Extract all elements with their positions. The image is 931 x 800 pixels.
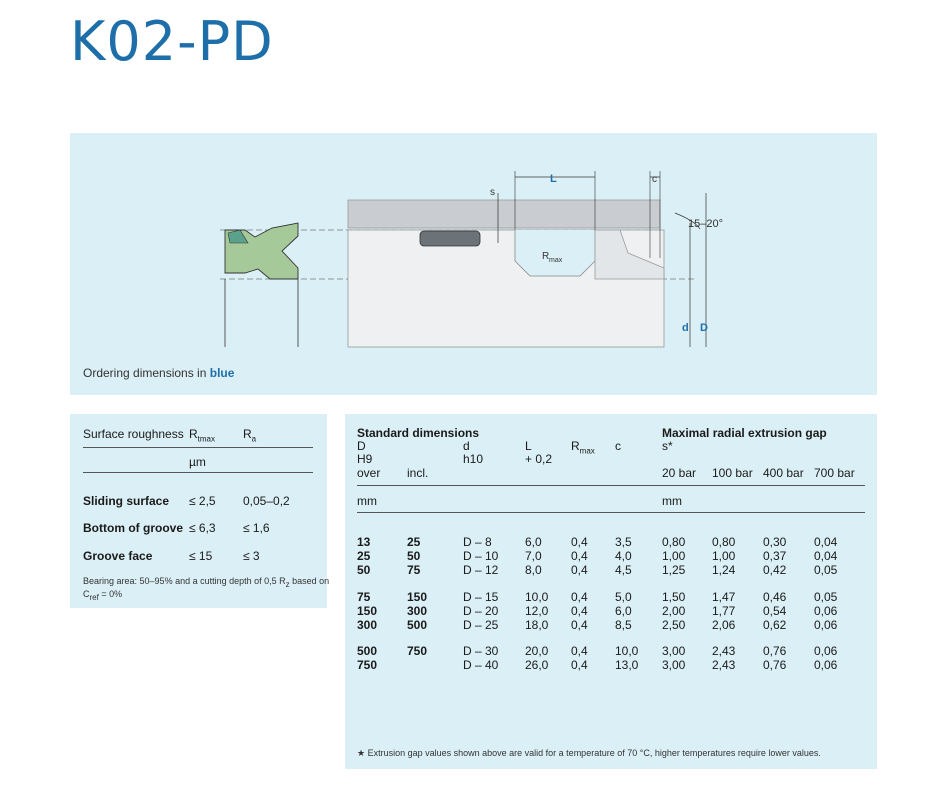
table-cell: 20,0 bbox=[525, 644, 549, 658]
table-cell: 0,37 bbox=[763, 549, 787, 563]
table-cell: 0,46 bbox=[763, 590, 787, 604]
groove bbox=[515, 230, 595, 276]
table-cell: D – 25 bbox=[463, 618, 499, 632]
table-cell: 4,5 bbox=[615, 563, 632, 577]
diagram-panel bbox=[70, 133, 877, 395]
table-cell: 25 bbox=[357, 549, 371, 563]
table-cell: 2,50 bbox=[662, 618, 686, 632]
table-cell: 2,43 bbox=[712, 644, 736, 658]
ordering-caption: Ordering dimensions in blue bbox=[83, 366, 235, 380]
table-cell: 2,43 bbox=[712, 658, 736, 672]
table-cell: 75 bbox=[407, 563, 421, 577]
table-cell: 13,0 bbox=[615, 658, 639, 672]
table-cell: 50 bbox=[407, 549, 421, 563]
roughness-row-name: Groove face bbox=[83, 549, 153, 563]
table-cell: 75 bbox=[357, 590, 371, 604]
table-cell: 0,30 bbox=[763, 535, 787, 549]
roughness-panel: Surface roughness $R_{tmax}$ $R_a$ µm Sliding surface ≤ 2,5 0,05–0,2 Bottom of groove ≤ 6,3 ≤ 1,6 Groove face ≤ 15 ≤ 3 Bearing area: 50–95% and a cutting depth of 0,5 $R_z$ based on $C_{ref} = 0\%$ bbox=[70, 414, 327, 608]
table-cell: 0,05 bbox=[814, 590, 838, 604]
table-cell: 0,06 bbox=[814, 604, 838, 618]
table-cell: D – 12 bbox=[463, 563, 499, 577]
page-title: K02-PD bbox=[70, 10, 274, 73]
table-cell: 25 bbox=[407, 535, 421, 549]
table-cell: 2,00 bbox=[662, 604, 686, 618]
table-cell: 8,0 bbox=[525, 563, 542, 577]
table-cell: 0,06 bbox=[814, 644, 838, 658]
seal-installation-drawing bbox=[70, 133, 877, 395]
table-cell: 1,00 bbox=[662, 549, 686, 563]
caption-highlight: blue bbox=[209, 366, 235, 380]
std-heading: Standard dimensions bbox=[357, 426, 480, 440]
table-cell: 150 bbox=[407, 590, 428, 604]
table-cell: 6,0 bbox=[615, 604, 632, 618]
label-d: d bbox=[682, 322, 689, 334]
table-cell: D – 15 bbox=[463, 590, 499, 604]
table-cell: 0,4 bbox=[571, 535, 588, 549]
roughness-row-name: Sliding surface bbox=[83, 494, 170, 508]
table-cell: 10,0 bbox=[615, 644, 639, 658]
table-cell: 0,54 bbox=[763, 604, 787, 618]
table-cell: 0,06 bbox=[814, 658, 838, 672]
table-cell: 0,4 bbox=[571, 590, 588, 604]
table-cell: 13 bbox=[357, 535, 371, 549]
table-cell: 0,4 bbox=[571, 563, 588, 577]
table-cell: 0,42 bbox=[763, 563, 787, 577]
table-cell: D – 8 bbox=[463, 535, 492, 549]
table-cell: 7,0 bbox=[525, 549, 542, 563]
footnote: ★ Extrusion gap values shown above are valid for a temperature of 70 °C, higher temperatures require lower values. bbox=[357, 748, 821, 758]
table-cell: 0,05 bbox=[814, 563, 838, 577]
table-cell: 1,47 bbox=[712, 590, 736, 604]
table-cell: 300 bbox=[407, 604, 428, 618]
roughness-note: Bearing area: 50–95% and a cutting depth of 0,5 $R_z$ based on $C_{ref} = 0\%$ bbox=[83, 576, 330, 602]
roughness-row-name: Bottom of groove bbox=[83, 521, 183, 535]
table-cell: 750 bbox=[407, 644, 428, 658]
table-cell: 3,5 bbox=[615, 535, 632, 549]
table-cell: D – 30 bbox=[463, 644, 499, 658]
table-cell: 0,80 bbox=[662, 535, 686, 549]
table-cell: D – 20 bbox=[463, 604, 499, 618]
table-cell: 0,4 bbox=[571, 658, 588, 672]
table-cell: 8,5 bbox=[615, 618, 632, 632]
label-rmax: R bbox=[542, 251, 550, 262]
table-cell: 300 bbox=[357, 618, 378, 632]
seal-section bbox=[420, 231, 480, 246]
table-cell: 2,06 bbox=[712, 618, 736, 632]
table-cell: 750 bbox=[357, 658, 378, 672]
label-angle: 15–20° bbox=[688, 218, 723, 230]
housing-bar bbox=[348, 200, 660, 228]
table-cell: 0,62 bbox=[763, 618, 787, 632]
table-cell: 3,00 bbox=[662, 644, 686, 658]
table-cell: 0,04 bbox=[814, 549, 838, 563]
table-cell: 0,06 bbox=[814, 618, 838, 632]
table-cell: 150 bbox=[357, 604, 378, 618]
table-cell: 1,25 bbox=[662, 563, 686, 577]
table-cell: 3,00 bbox=[662, 658, 686, 672]
table-cell: 18,0 bbox=[525, 618, 549, 632]
table-cell: 0,76 bbox=[763, 644, 787, 658]
gap-heading: Maximal radial extrusion gap bbox=[662, 426, 827, 440]
label-c: c bbox=[652, 174, 657, 185]
table-cell: 50 bbox=[357, 563, 371, 577]
table-cell: 500 bbox=[407, 618, 428, 632]
label-s: s bbox=[490, 187, 495, 198]
table-cell: 1,77 bbox=[712, 604, 736, 618]
table-cell: 4,0 bbox=[615, 549, 632, 563]
table-cell: 12,0 bbox=[525, 604, 549, 618]
table-cell: 6,0 bbox=[525, 535, 542, 549]
label-rmax-sub: max bbox=[549, 257, 563, 264]
table-cell: 0,4 bbox=[571, 618, 588, 632]
table-cell: 0,80 bbox=[712, 535, 736, 549]
table-cell: 1,50 bbox=[662, 590, 686, 604]
table-cell: 500 bbox=[357, 644, 378, 658]
standard-dimensions-panel: Standard dimensions Maximal radial extrusion gap D H9 over incl. d h10 L + 0,2 $R_{max}$ c s* 20 bar 100 bar 400 bar 700 bar mm mm 13 25 D – 8 6,0 0,4 3,5 0,80 0,80 0,30 0,04 25 50 D – 10 7,0 0,4 4,0 1,00 1,00 0,37 0,04 50 75 D – 12 8,0 0,4 4,5 1,25 1,24 0,42 0,05 75 150 D – 15 10,0 0,4 5,0 1,50 1,47 0,46 0,05 150 300 D – 20 12,0 0,4 6,0 2,00 1,77 0,54 0,06 300 500 D – 25 18,0 0,4 8,5 2,50 2,06 0,62 0,06 500 750 D – 30 20,0 0,4 10,0 3,00 2,43 0,76 0,06 750 D – 40 26,0 0,4 13,0 3,00 2,43 0,76 0,06 ★ Extrusion gap values shown above are valid for a temperature of 70 °C, higher temperatures require lower values. bbox=[345, 414, 877, 769]
table-cell: 0,04 bbox=[814, 535, 838, 549]
table-cell: D – 10 bbox=[463, 549, 499, 563]
table-cell: 1,00 bbox=[712, 549, 736, 563]
label-D: D bbox=[700, 322, 708, 334]
table-cell: 0,76 bbox=[763, 658, 787, 672]
table-cell: 1,24 bbox=[712, 563, 736, 577]
table-cell: 5,0 bbox=[615, 590, 632, 604]
table-cell: 26,0 bbox=[525, 658, 549, 672]
table-cell: 0,4 bbox=[571, 644, 588, 658]
table-cell: D – 40 bbox=[463, 658, 499, 672]
table-cell: 10,0 bbox=[525, 590, 549, 604]
label-L: L bbox=[550, 173, 557, 185]
table-cell: 0,4 bbox=[571, 549, 588, 563]
table-cell: 0,4 bbox=[571, 604, 588, 618]
